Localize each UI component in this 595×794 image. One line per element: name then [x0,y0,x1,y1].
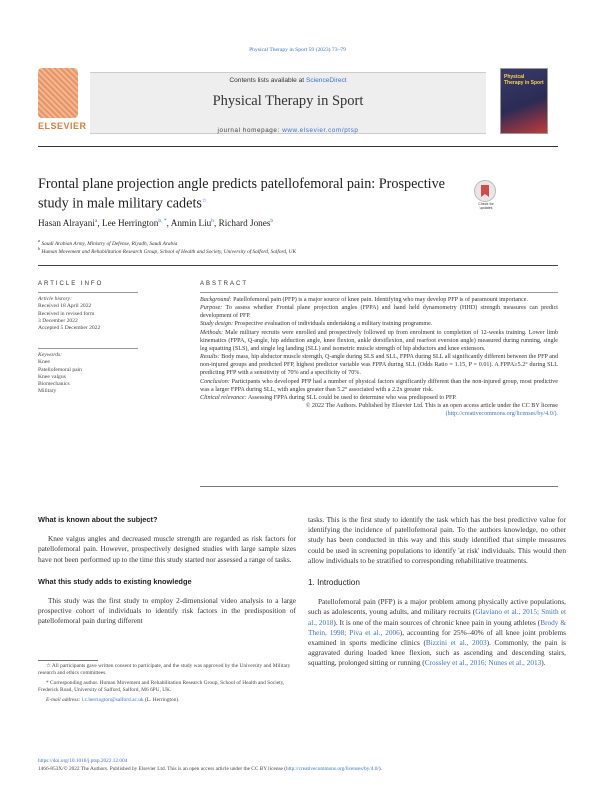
footnote-divider [38,660,98,661]
conclusion-label: Conclusion: [200,378,230,385]
publisher-name: ELSEVIER [38,121,87,131]
footnote-email [38,697,296,704]
citation-link[interactable]: Brody & Thein, 1998; Piva et al., 2006 [308,617,567,637]
footnote-corresponding: * Corresponding author. Human Movement and Rehabilitation Research Group, School of Health and Society, Frederick Road, University of Salford, Salford, M6 6PU, UK. [38,680,285,693]
journal-banner [90,72,486,134]
homepage-line [90,127,486,134]
intro-text: ). [541,658,546,668]
abstract-methods [200,329,558,353]
keywords-label: Keywords: [38,352,63,358]
author-affiliation-marker[interactable]: b, * [158,218,167,224]
elsevier-tree-icon [38,68,78,118]
known-heading: What is known about the subject? [38,515,158,524]
email-owner: (L. Herrington). [144,697,180,703]
abstract-relevance [200,394,558,402]
intro-text: Patellofemoral pain (PFP) is a major problem among physically active populations, such as adolescents, young adults, and military recruits ( [308,597,566,617]
email-label: E-mail address: [46,697,81,703]
issn-text: 1466-853X/© 2022 The Authors. Published by Elsevier Ltd. This is an open access article under the CC BY license ( [38,766,286,772]
citation-link[interactable]: Glaviano et al., 2015; Smith et al., 2018 [308,607,567,627]
right-column [308,515,566,681]
cc-license-link[interactable]: http://creativecommons.org/licenses/by/4.0/ [285,766,379,772]
issn-license-line [38,766,558,772]
introduction-heading: 1. Introduction [308,578,360,588]
contents-line [90,77,486,84]
relevance-text: Assessing FPPA during SLL could be used to determine who was predisposed to PFP. [246,394,457,401]
keywords [38,352,188,396]
author-name[interactable]: Hasan Alrayani [38,218,95,229]
intro-text: ). Commonly, the pain is aggravated during loaded knee flexion, such as ascending and descending stairs, squatting, prolonged sitting or running ( [308,638,566,668]
intro-text: ). It is one of the main sources of chronic knee pain in young athletes ( [333,617,541,627]
affiliation-text: Human Movement and Rehabilitation Research Group, School of Health and Society, University of Salford, Salford, UK [41,248,296,255]
header-divider [38,146,558,147]
citation-link[interactable]: Bizzini et al., 2003 [425,638,487,648]
license-link[interactable]: (http://creativecommons.org/licenses/by/4.0/). [445,411,558,418]
introduction-paragraph [308,597,566,668]
paper-title [38,176,458,213]
abstract-results [200,353,558,377]
author-separator: , [166,218,171,229]
cover-title: Physical Therapy in Sport [504,74,544,86]
affiliation-text: Saudi Arabian Army, Ministry of Defense, Riyadh, Saudi Arabia [41,240,178,247]
journal-citation[interactable]: Physical Therapy in Sport 59 (2023) 73–79 [249,47,346,53]
keyword: Knee valgus [38,373,66,380]
article-history [38,296,188,332]
conclusion-text: Participants who developed PFP had a number of physical factors significantly different than the non-injured group, most predictive was a larger FPPA during SLL, with angles greater than 5.2° associated with a 2.2x greater risk. [200,378,558,393]
paper-title-text: Frontal plane projection angle predicts patellofemoral pain: Prospective study in male military cadets [38,176,445,212]
known-paragraph: Knee valgus angles and decreased muscle strength are regarded as risk factors for patellofemoral pain. However, prospectively designed studies with large sample sizes have not been performed up to the time this study started nor assessed a range of tasks. [38,534,296,564]
methods-label: Methods: [200,329,224,336]
license-text: © 2022 The Authors. Published by Elsevier Ltd. This is an open access article under the CC BY license [305,403,558,410]
sciencedirect-link[interactable]: ScienceDirect [305,77,347,84]
results-text: Body mass, hip abductor muscle strength, Q-angle during SLS and SLL, FPPA during SLL all significantly different between the PFP and non-injured groups and predicted PFP, highest predictor variable was FPPA during SLL (Odds Ratio = 1.15, P = 0.01). A FPPA≥5.2° during SLL predicting PFP with a sensitivity of 70% and a specificity of 70%. [200,354,558,377]
abstract-conclusion [200,378,558,394]
elsevier-logo[interactable] [38,68,87,132]
title-footnote-marker[interactable]: ☆ [201,198,207,204]
results-label: Results: [200,354,220,361]
abstract-design [200,320,558,328]
history-item: Received 18 April 2022 [38,303,92,310]
history-item: Received in revised form [38,310,95,317]
affiliation-b [38,246,558,255]
design-text: Prospective evaluation of individuals undertaking a military training programme. [233,321,433,328]
check-for-updates-button[interactable] [474,180,498,210]
section-divider [38,265,558,266]
methods-text: Male military recruits were enrolled and prospectively followed up from enrolment to completion of 12-weeks training. Lower limb kinematics (FPPA, Q-angle, hip adduction angle, knee flexion, ankle dorsiflexion, and rearfoot eversion angle) measured during running, single leg squatting (SLS), and single leg landing (SLL) and isometric muscle strength of hip abductors and knee extensors. [200,329,558,352]
journal-title[interactable]: Physical Therapy in Sport [212,93,364,109]
email-link[interactable]: l.c.herrington@salford.ac.uk [81,697,144,703]
intro-text: ), accounting for 25%–40% of all knee joint problems examined in sports medicine clinics ( [308,627,566,648]
keyword: Patellofemoral pain [38,366,82,373]
purpose-text: To assess whether Frontal plane projection angles (FPPA) and hand held dynamometry (HHD) strength measures can predict development of PFP. [200,305,558,320]
abstract-body [200,296,558,418]
keyword: Biomechanics [38,381,70,388]
author-name[interactable]: Lee Herrington [101,218,159,229]
author-name[interactable]: Anmin Liu [170,218,212,229]
doi-link[interactable]: https://doi.org/10.1016/j.ptsp.2022.12.004 [38,758,128,764]
info-divider [38,348,138,349]
info-divider [38,292,138,293]
license-statement [200,402,558,418]
homepage-link[interactable]: www.elsevier.com/ptsp [282,127,359,134]
author-affiliation-marker[interactable]: a [94,218,98,224]
keyword: Military [38,388,57,395]
design-label: Study design: [200,321,234,328]
bookmark-icon [474,180,496,202]
keyword: Knee [38,359,50,366]
issn-end: ). [378,766,382,772]
footnote-ethics: ☆ All participants gave written consent to participate, and the study was approved by the University and Military research and ethics committees. [38,663,291,676]
journal-cover-image[interactable] [500,68,548,134]
background-label: Background: [200,297,232,303]
author-affiliation-marker[interactable]: b [211,218,215,224]
author-affiliation-marker[interactable]: b [270,218,274,224]
history-label: Article history: [38,296,73,302]
journal-header [38,62,558,144]
adds-paragraph: This study was the first study to employ 2-dimensional video analysis to a large prospective cohort of individuals to identify risk factors in the predisposition of patellofemoral pain during different [38,596,296,626]
history-item: Accepted 5 December 2022 [38,325,101,332]
contents-prefix: Contents lists available at [229,77,306,84]
relevance-label: Clinical relevance: [200,394,247,401]
affiliation-mark: b [38,246,41,251]
check-updates-label: Check for updates [478,202,494,210]
citation-link[interactable]: Crossley et al., 2016; Nunes et al., 2013 [424,658,542,668]
author-separator: , [97,218,102,229]
background-text: Patellofemoral pain (PFP) is a major source of knee pain. Identifying who may develop PFP is of paramount importance. [231,297,529,303]
abstract-purpose [200,304,558,320]
abstract-heading: ABSTRACT [200,281,249,287]
article-info-heading: ARTICLE INFO [38,281,104,287]
author-separator: , [214,218,219,229]
affiliation-mark: a [38,238,41,243]
footnotes [38,663,296,707]
left-column [38,515,296,639]
purpose-label: Purpose: [200,305,223,312]
author-name[interactable]: Richard Jones [218,218,271,229]
continued-paragraph: tasks. This is the first study to identify the task which has the best predictive value for identifying the incidence of patellofemoral pain. To the authors knowledge, no other study has been conducted in this way and this study identified that simple measures could be used in screening populations to identify 'at risk' individuals. This would then allow individuals to be stratified to corresponding rehabilitative treatments. [308,515,566,565]
homepage-prefix: journal homepage: [217,127,283,134]
abstract-divider [200,292,558,293]
adds-heading: What this study adds to existing knowledge [38,576,192,586]
author-list [38,218,538,228]
history-item: 3 December 2022 [38,317,78,324]
abstract-background [200,296,558,304]
abstract-end-divider [200,486,558,487]
